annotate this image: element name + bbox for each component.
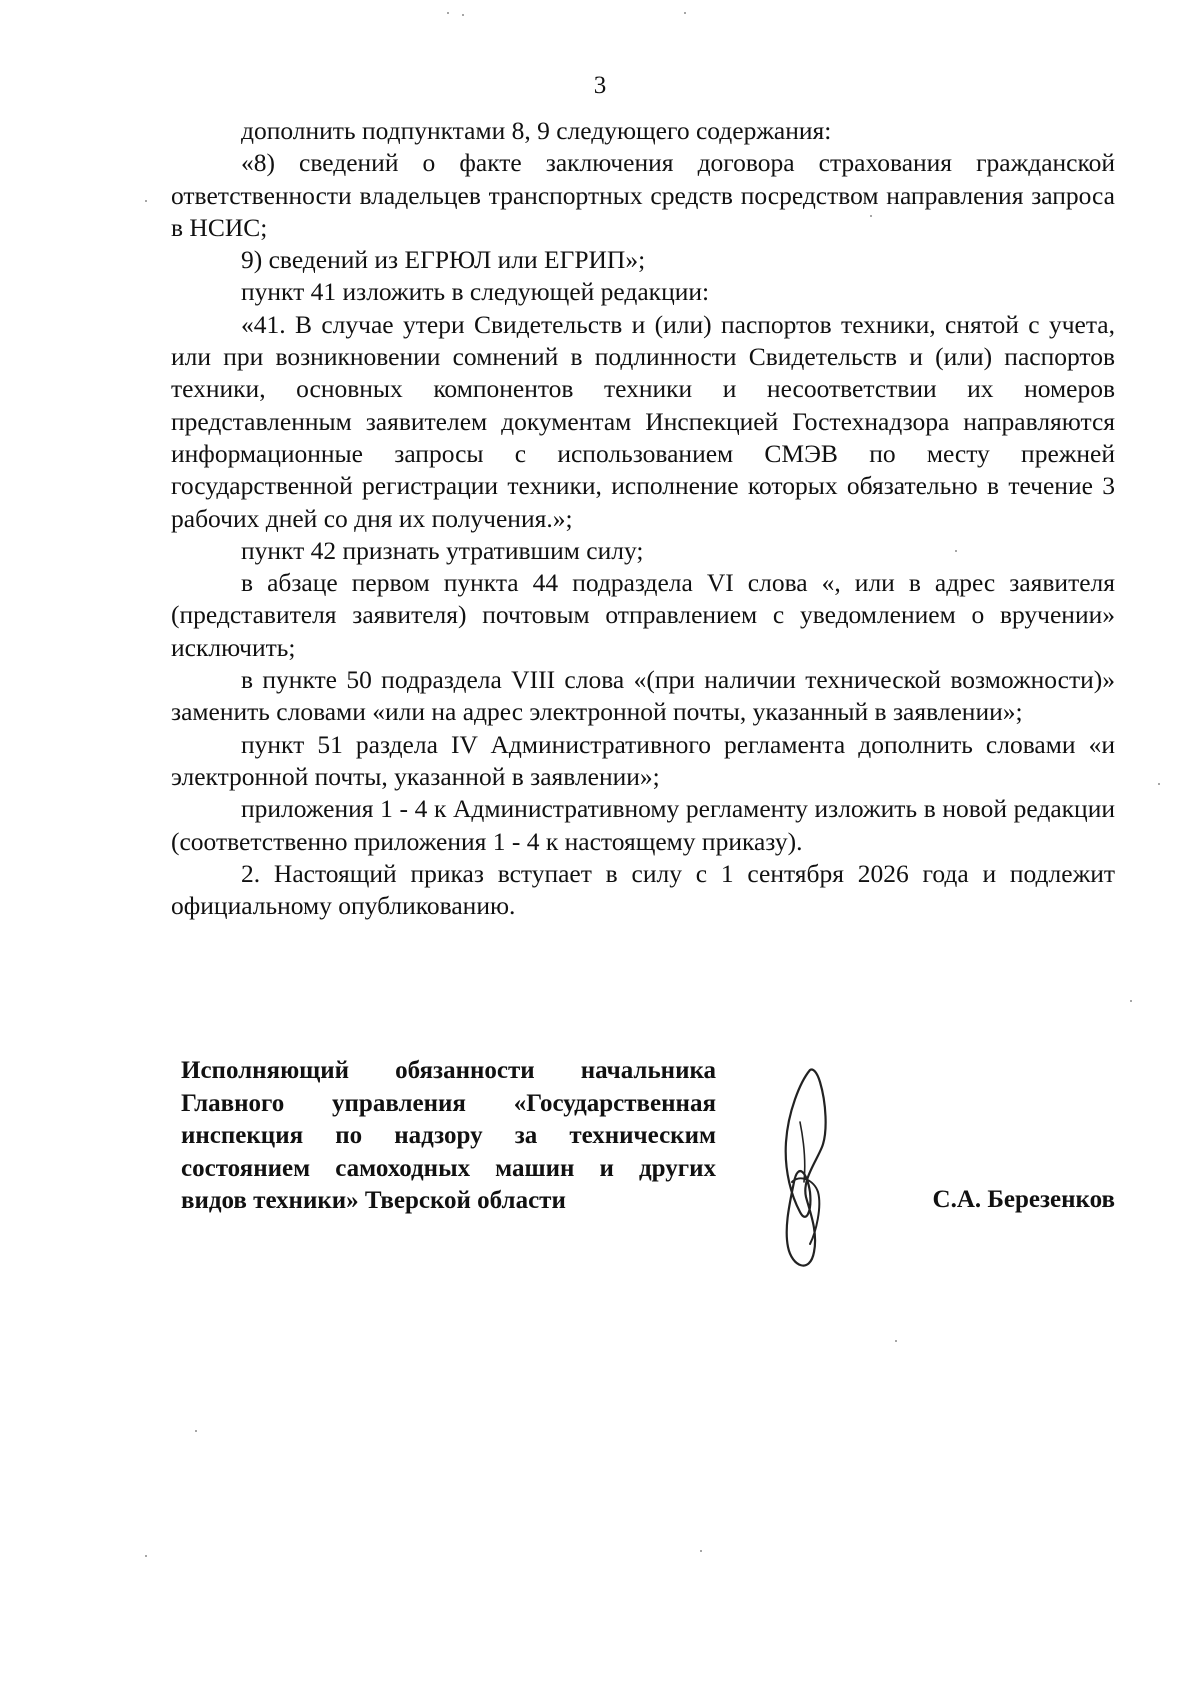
scan-speck (462, 14, 464, 16)
scan-speck (1130, 1000, 1132, 1002)
handwritten-signature-icon (770, 1062, 840, 1282)
signatory-position-line: инспекция по надзору за техническим (181, 1122, 716, 1149)
signatory-position (181, 1055, 716, 1218)
signer-name: С.А. Березенков (932, 1186, 1115, 1213)
scan-speck (895, 1340, 897, 1342)
signatory-position-line: видов техники» Тверской области (181, 1187, 566, 1214)
signatory-position-line: Исполняющий обязанности начальника (181, 1057, 716, 1084)
scan-speck (1158, 783, 1160, 785)
paragraph: в абзаце первом пункта 44 подраздела VI слова «, или в адрес заявителя (представителя заявителя) почтовым отправлением с уведомлением о вручении» исключить; (171, 568, 1115, 662)
scan-speck (700, 1550, 702, 1552)
paragraph: в пункте 50 подраздела VIII слова «(при наличии технической возможности)» заменить словами «или на адрес электронной почты, указанный в заявлении»; (171, 665, 1115, 727)
signatory-position-line: состоянием самоходных машин и других (181, 1154, 716, 1182)
scan-speck (145, 200, 147, 202)
signatory-position-line: Главного управления «Государственная (181, 1089, 716, 1117)
paragraph: «8) сведений о факте заключения договора страхования гражданской ответственности владельцев транспортных средств посредством направления запроса в НСИС; (171, 148, 1115, 242)
scan-speck (870, 215, 872, 217)
paragraph: дополнить подпунктами 8, 9 следующего содержания: (241, 116, 832, 145)
scan-speck (195, 1430, 197, 1432)
paragraph: приложения 1 - 4 к Административному регламенту изложить в новой редакции (соответственно приложения 1 - 4 к настоящему приказу). (171, 794, 1115, 856)
document-body (171, 115, 1115, 922)
page-number: 3 (593, 72, 607, 99)
paragraph: 9) сведений из ЕГРЮЛ или ЕГРИП»; (241, 245, 646, 275)
scan-speck (955, 550, 957, 552)
scan-speck (684, 12, 686, 14)
paragraph: пункт 51 раздела IV Административного регламента дополнить словами «и электронной почты, указанной в заявлении»; (171, 729, 1115, 791)
scan-speck (447, 12, 449, 14)
paragraph: пункт 41 изложить в следующей редакции: (241, 277, 710, 307)
scan-speck (145, 1555, 147, 1557)
paragraph: «41. В случае утери Свидетельств и (или) паспортов техники, снятой с учета, или при возникновении сомнений в подлинности Свидетельств и (или) паспортов техники, основных компонентов техники и несоответствии их номеров представленным заявителем документам Инспекцией Гостехнадзора направляются информационные запросы с использованием СМЭВ по месту прежней государственной регистрации техники, исполнение которых обязательно в течение 3 рабочих дней со дня их получения.»; (171, 309, 1115, 533)
paragraph: пункт 42 признать утратившим силу; (241, 535, 644, 565)
paragraph: 2. Настоящий приказ вступает в силу с 1 сентября 2026 года и подлежит официальному опубликованию. (171, 858, 1115, 921)
